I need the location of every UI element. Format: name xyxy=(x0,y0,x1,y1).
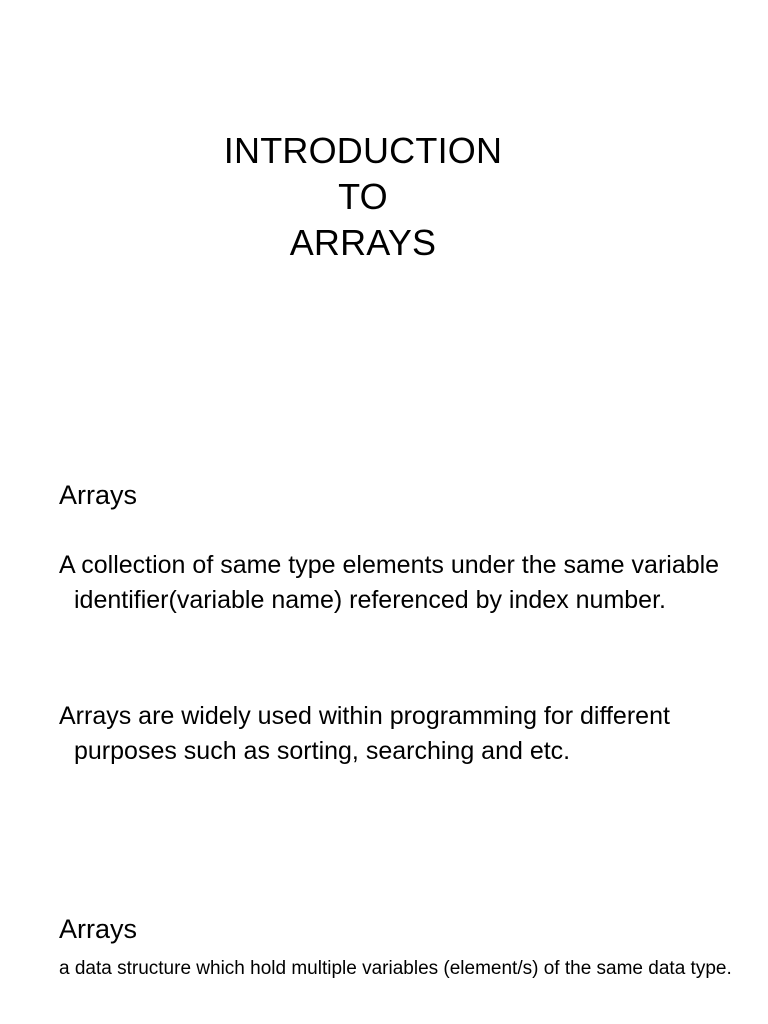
title-line: ARRAYS xyxy=(289,222,437,263)
arrays-data-structure-slide xyxy=(0,890,768,1024)
arrays-definition-slide xyxy=(0,455,768,875)
slide-heading: Arrays xyxy=(59,480,138,510)
body-paragraph: A collection of same type elements under the same variable identifier(variable name) referenced by index number. xyxy=(59,551,720,614)
body-paragraph: a data structure which hold multiple variables (element/s) of the same data type. xyxy=(59,958,732,979)
title-slide xyxy=(0,0,768,400)
slide-title xyxy=(0,128,726,266)
title-line: TO xyxy=(338,176,388,217)
title-line: INTRODUCTION xyxy=(223,130,503,171)
slide-heading: Arrays xyxy=(59,914,138,944)
body-paragraph: Arrays are widely used within programming for different purposes such as sorting, searching and etc. xyxy=(59,702,670,765)
